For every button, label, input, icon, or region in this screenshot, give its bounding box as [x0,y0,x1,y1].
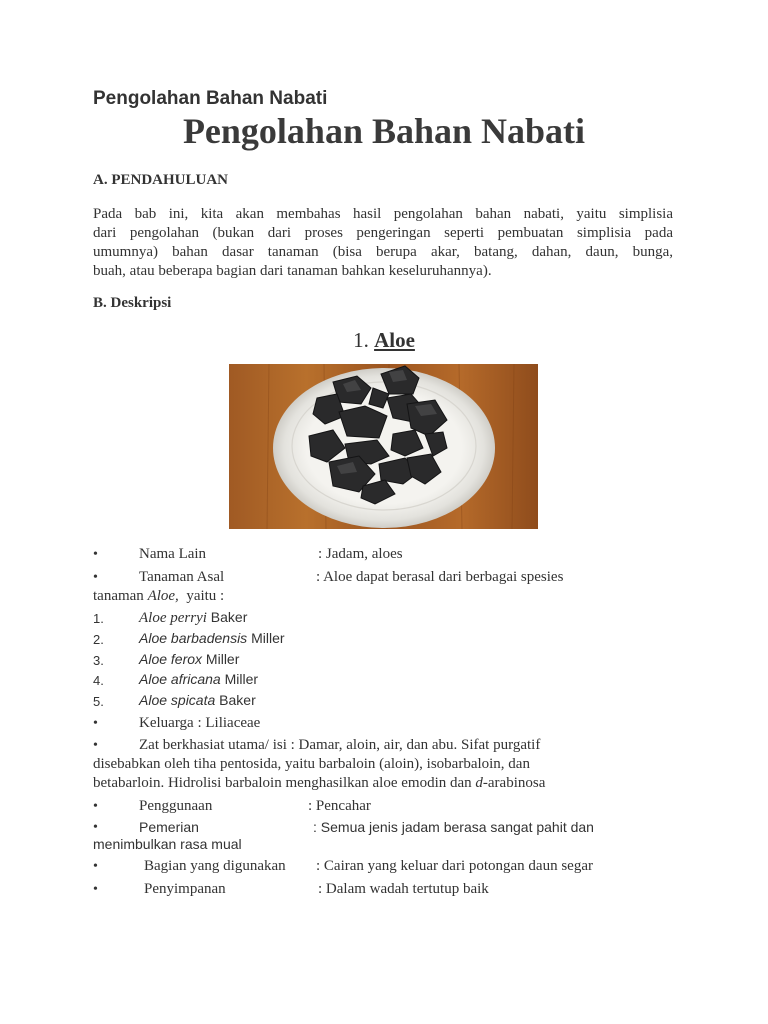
bullet-icon: • [93,570,98,585]
bullet-icon: • [93,859,98,874]
zat-line-3 [93,774,545,793]
species-author: Baker [215,692,256,708]
page-title: Pengolahan Bahan Nabati [182,111,586,151]
zat-line-2: disebabkan oleh tiha pentosida, yaitu barbaloin (aloin), isobarbaloin, dan [93,756,530,772]
pemerian-value: : Semua jenis jadam berasa sangat pahit dan [313,819,594,835]
nama-lain-value: : Jadam, aloes [318,546,403,562]
species-author: Miller [220,671,259,687]
section-b-heading: B. Deskripsi [93,295,172,311]
bullet-icon: • [93,820,98,835]
species-item [139,629,285,648]
species-name: Aloe africana [139,671,221,687]
bullet-icon: • [93,716,98,731]
species-item [139,608,247,628]
tanaman-asal-cont-pre: tanaman [93,588,148,604]
tanaman-asal-cont-post: yaitu : [178,588,225,604]
item-name: Aloe [374,328,415,352]
intro-line-4: buah, atau beberapa bagian dari tanaman bahkan keseluruhannya). [93,263,492,279]
keluarga-text: Keluarga : Liliaceae [139,715,261,731]
species-number: 3. [93,653,104,668]
aloe-photo [229,364,538,529]
species-item [139,691,256,710]
nama-lain-label: Nama Lain [139,546,207,562]
species-number: 1. [93,611,104,626]
species-name: Aloe perryi [139,610,207,626]
species-number: 2. [93,632,104,647]
intro-line-3: umumnya) bahan dasar tanaman (bisa berupa akar, batang, dahan, daun, bunga, [93,244,673,260]
species-author: Miller [247,630,285,646]
bullet-icon: • [93,799,98,814]
tanaman-asal-cont [93,587,224,606]
penggunaan-label: Penggunaan [139,798,213,814]
species-author: Baker [206,609,248,625]
species-number: 5. [93,694,104,709]
species-number: 4. [93,673,104,688]
penyimpanan-label: Penyimpanan [144,881,226,897]
section-a-heading: A. PENDAHULUAN [93,172,228,188]
species-item [139,650,239,669]
species-name: Aloe spicata [139,692,216,708]
item-heading [0,328,768,353]
bagian-label: Bagian yang digunakan [144,858,286,874]
zat-line-3-post: -arabinosa [482,775,546,791]
bullet-icon: • [93,882,98,897]
intro-line-2: dari pengolahan (bukan dari proses pengeringan seperti pembuatan simplisia pada [93,225,673,241]
species-name: Aloe ferox [139,651,203,667]
bullet-icon: • [93,738,98,753]
species-name: Aloe barbadensis [139,630,248,646]
zat-line-3-italic: d [475,775,483,791]
zat-line-1: Zat berkhasiat utama/ isi : Damar, aloin, air, dan abu. Sifat purgatif [139,737,541,753]
pemerian-label: Pemerian [139,819,199,835]
zat-line-3-pre: betabarloin. Hidrolisi barbaloin menghasilkan aloe emodin dan [93,775,476,791]
pemerian-cont: menimbulkan rasa mual [93,836,242,852]
penyimpanan-value: : Dalam wadah tertutup baik [318,881,489,897]
bullet-icon: • [93,547,98,562]
intro-line-1: Pada bab ini, kita akan membahas hasil pengolahan bahan nabati, yaitu simplisia [93,206,673,222]
bagian-value: : Cairan yang keluar dari potongan daun segar [316,858,593,874]
tanaman-asal-value: : Aloe dapat berasal dari berbagai spesies [316,569,564,585]
item-number: 1. [353,328,369,352]
tanaman-asal-cont-italic: Aloe, [147,588,179,604]
header-small: Pengolahan Bahan Nabati [93,88,328,109]
penggunaan-value: : Pencahar [308,798,371,814]
species-item [139,670,258,689]
species-author: Miller [202,651,240,667]
tanaman-asal-label: Tanaman Asal [139,569,225,585]
